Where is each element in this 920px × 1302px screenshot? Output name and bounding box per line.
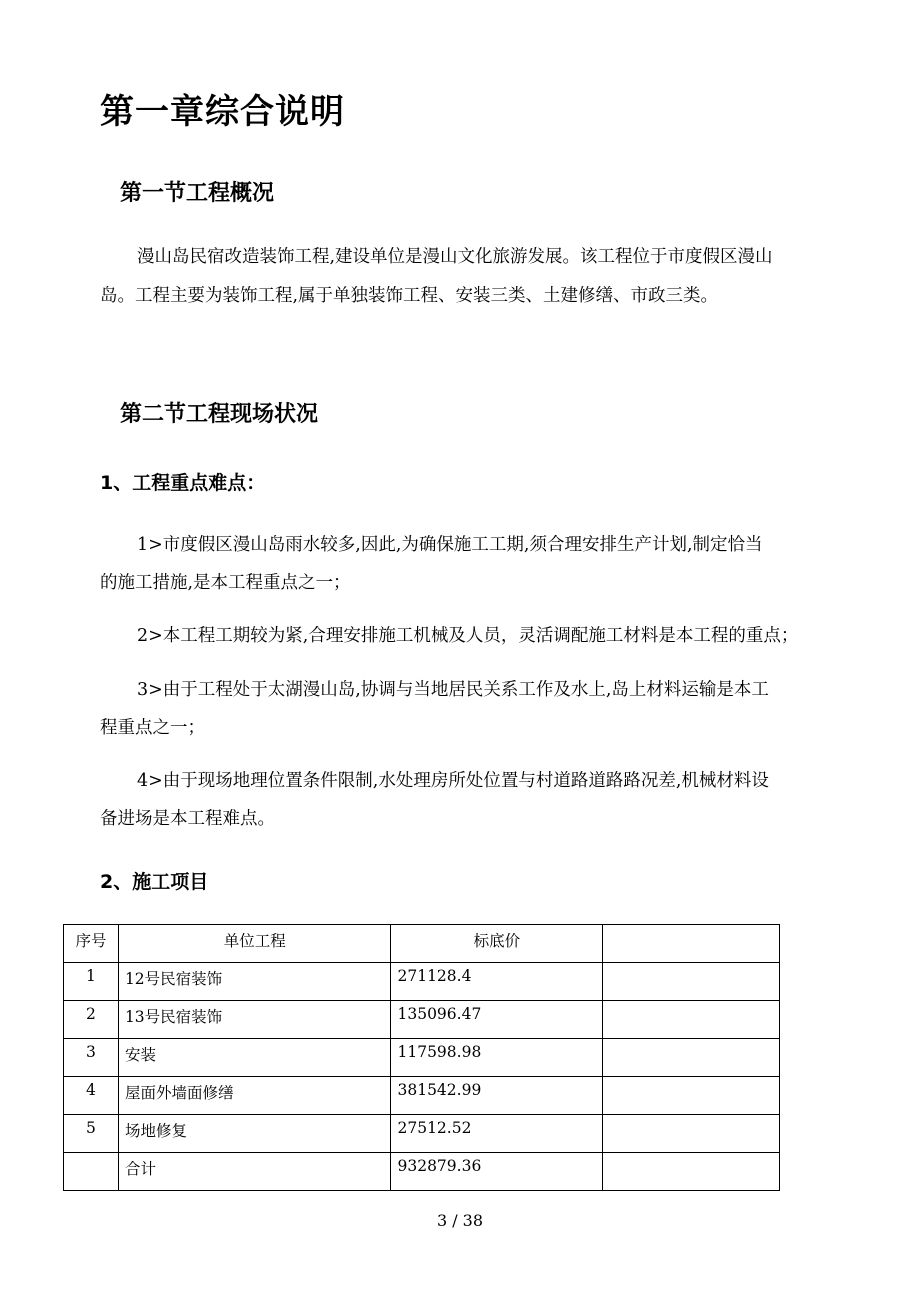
project-table	[63, 924, 780, 1191]
cell-index: 3	[64, 1039, 119, 1077]
item-1-line-1: 1>市度假区漫山岛雨水较多,因此,为确保施工工期,须合理安排生产计划,制定恰当	[137, 535, 763, 555]
cell-bid-price: 135096.47	[391, 1001, 603, 1039]
table-row	[64, 963, 780, 1001]
item-3-line-2: 程重点之一；	[100, 718, 205, 738]
table-header-row	[64, 925, 780, 963]
cell-unit-project: 12号民宿装饰	[118, 963, 391, 1001]
header-unit-project: 单位工程	[118, 925, 391, 963]
cell-unit-project: 屋面外墙面修缮	[118, 1077, 391, 1115]
table-row	[64, 1077, 780, 1115]
cell-total-value: 932879.36	[391, 1153, 603, 1191]
section-1-paragraph-line-1: 漫山岛民宿改造装饰工程,建设单位是漫山文化旅游发展。该工程位于市度假区漫山	[137, 247, 773, 267]
table-row	[64, 1115, 780, 1153]
cell-unit-project: 13号民宿装饰	[118, 1001, 391, 1039]
table-row	[64, 1039, 780, 1077]
cell-index: 4	[64, 1077, 119, 1115]
table-total-row	[64, 1153, 780, 1191]
cell-bid-price: 117598.98	[391, 1039, 603, 1077]
table-row	[64, 1001, 780, 1039]
cell-unit-project: 安装	[118, 1039, 391, 1077]
subsection-2-title: 2、施工项目	[100, 871, 209, 893]
cell-empty	[603, 1039, 780, 1077]
cell-index: 5	[64, 1115, 119, 1153]
cell-empty	[603, 1115, 780, 1153]
item-4-line-2: 备进场是本工程难点。	[100, 809, 275, 829]
cell-total-label: 合计	[118, 1153, 391, 1191]
cell-bid-price: 27512.52	[391, 1115, 603, 1153]
cell-empty	[603, 1153, 780, 1191]
cell-bid-price: 271128.4	[391, 963, 603, 1001]
item-1-line-2: 的施工措施,是本工程重点之一；	[100, 573, 351, 593]
item-2-line-1: 2>本工程工期较为紧,合理安排施工机械及人员，灵活调配施工材料是本工程的重点；	[137, 626, 799, 646]
cell-empty	[603, 1077, 780, 1115]
page-number: 3 / 38	[436, 1211, 484, 1230]
cell-index: 1	[64, 963, 119, 1001]
subsection-1-title: 1、工程重点难点：	[100, 472, 266, 494]
cell-empty	[603, 963, 780, 1001]
header-empty	[603, 925, 780, 963]
item-4-line-1: 4>由于现场地理位置条件限制,水处理房所处位置与村道路道路路况差,机械材料设	[137, 771, 769, 791]
cell-index: 2	[64, 1001, 119, 1039]
header-bid-price: 标底价	[391, 925, 603, 963]
header-index: 序号	[64, 925, 119, 963]
cell-index	[64, 1153, 119, 1191]
cell-empty	[603, 1001, 780, 1039]
cell-bid-price: 381542.99	[391, 1077, 603, 1115]
cell-unit-project: 场地修复	[118, 1115, 391, 1153]
section-2-title: 第二节工程现场状况	[120, 402, 319, 427]
section-1-paragraph-line-2: 岛。工程主要为装饰工程,属于单独装饰工程、安装三类、土建修缮、市政三类。	[100, 286, 719, 306]
section-1-title: 第一节工程概况	[120, 181, 275, 206]
chapter-title: 第一章综合说明	[100, 92, 345, 132]
item-3-line-1: 3>由于工程处于太湖漫山岛,协调与当地居民关系工作及水上,岛上材料运输是本工	[137, 680, 769, 700]
